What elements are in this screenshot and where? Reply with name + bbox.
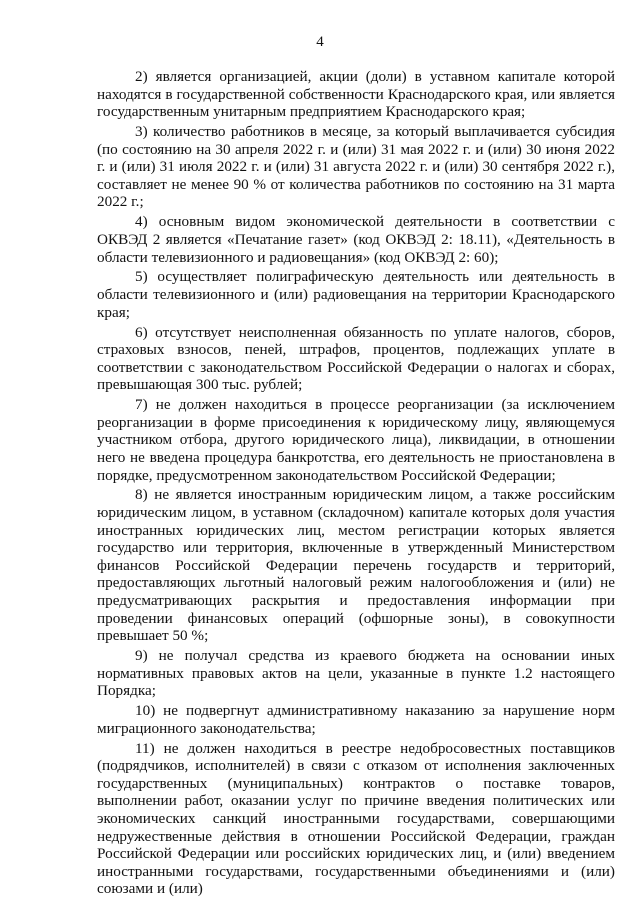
page-number: 4 — [316, 34, 324, 50]
list-item-2: 2) является организацией, акции (доли) в уставном капитале которой находятся в государственной собственности Краснодарского края, или является государственным унитарным предприятием Краснодарского края; — [97, 68, 615, 121]
list-item-5: 5) осуществляет полиграфическую деятельность или деятельность в области телевизионного и (или) радиовещания на территории Краснодарского края; — [97, 268, 615, 321]
list-item-9: 9) не получал средства из краевого бюджета на основании иных нормативных правовых актов на цели, указанные в пункте 1.2 настоящего Порядка; — [97, 647, 615, 700]
list-item-7: 7) не должен находиться в процессе реорганизации (за исключением реорганизации в форме присоединения к юридическому лицу, являющемуся участником отбора, другого юридического лица), ликвидации, в отношении него не введена процедура банкротства, его деятельность не приостановлена в порядке, предусмотренном законодательством Российской Федерации; — [97, 396, 615, 484]
list-item-4: 4) основным видом экономической деятельности в соответствии с ОКВЭД 2 является «Печатание газет» (код ОКВЭД 2: 18.11), «Деятельность в области телевизионного и радиовещания» (код ОКВЭД 2: 60); — [97, 213, 615, 266]
list-item-3: 3) количество работников в месяце, за который выплачивается субсидия (по состоянию на 30 апреля 2022 г. и (или) 31 мая 2022 г. и (или) 30 июня 2022 г. и (или) 31 июля 2022 г. и (или) 31 августа 2022 г. и (или) 30 сентября 2022 г.), составляет не менее 90 % от количества работников по состоянию на 31 марта 2022 г.; — [97, 123, 615, 211]
document-body — [97, 68, 615, 900]
list-item-8: 8) не является иностранным юридическим лицом, а также российским юридическим лицом, в уставном (складочном) капитале которых доля участия иностранных юридических лиц, местом регистрации которых является государство или территория, включенные в утвержденный Министерством финансов Российской Федерации перечень государств и территорий, предоставляющих льготный налоговый режим налогообложения и (или) не предусматривающих раскрытия и предоставления информации при проведении финансовых операций (офшорные зоны), в совокупности превышает 50 %; — [97, 486, 615, 645]
list-item-10: 10) не подвергнут административному наказанию за нарушение норм миграционного законодательства; — [97, 702, 615, 737]
list-item-11: 11) не должен находиться в реестре недобросовестных поставщиков (подрядчиков, исполнителей) в связи с отказом от исполнения заключенных государственных (муниципальных) контрактов о поставке товаров, выполнении работ, оказании услуг по причине введения политических или экономических санкций иностранными государствами, совершающими недружественные действия в отношении Российской Федерации, граждан Российской Федерации или российских юридических лиц, и (или) введением иностранными государствами, государственными объединениями и (или) союзами и (или) — [97, 739, 615, 898]
list-item-6: 6) отсутствует неисполненная обязанность по уплате налогов, сборов, страховых взносов, пеней, штрафов, процентов, подлежащих уплате в соответствии с законодательством Российской Федерации о налогах и сборах, превышающая 300 тыс. рублей; — [97, 323, 615, 394]
